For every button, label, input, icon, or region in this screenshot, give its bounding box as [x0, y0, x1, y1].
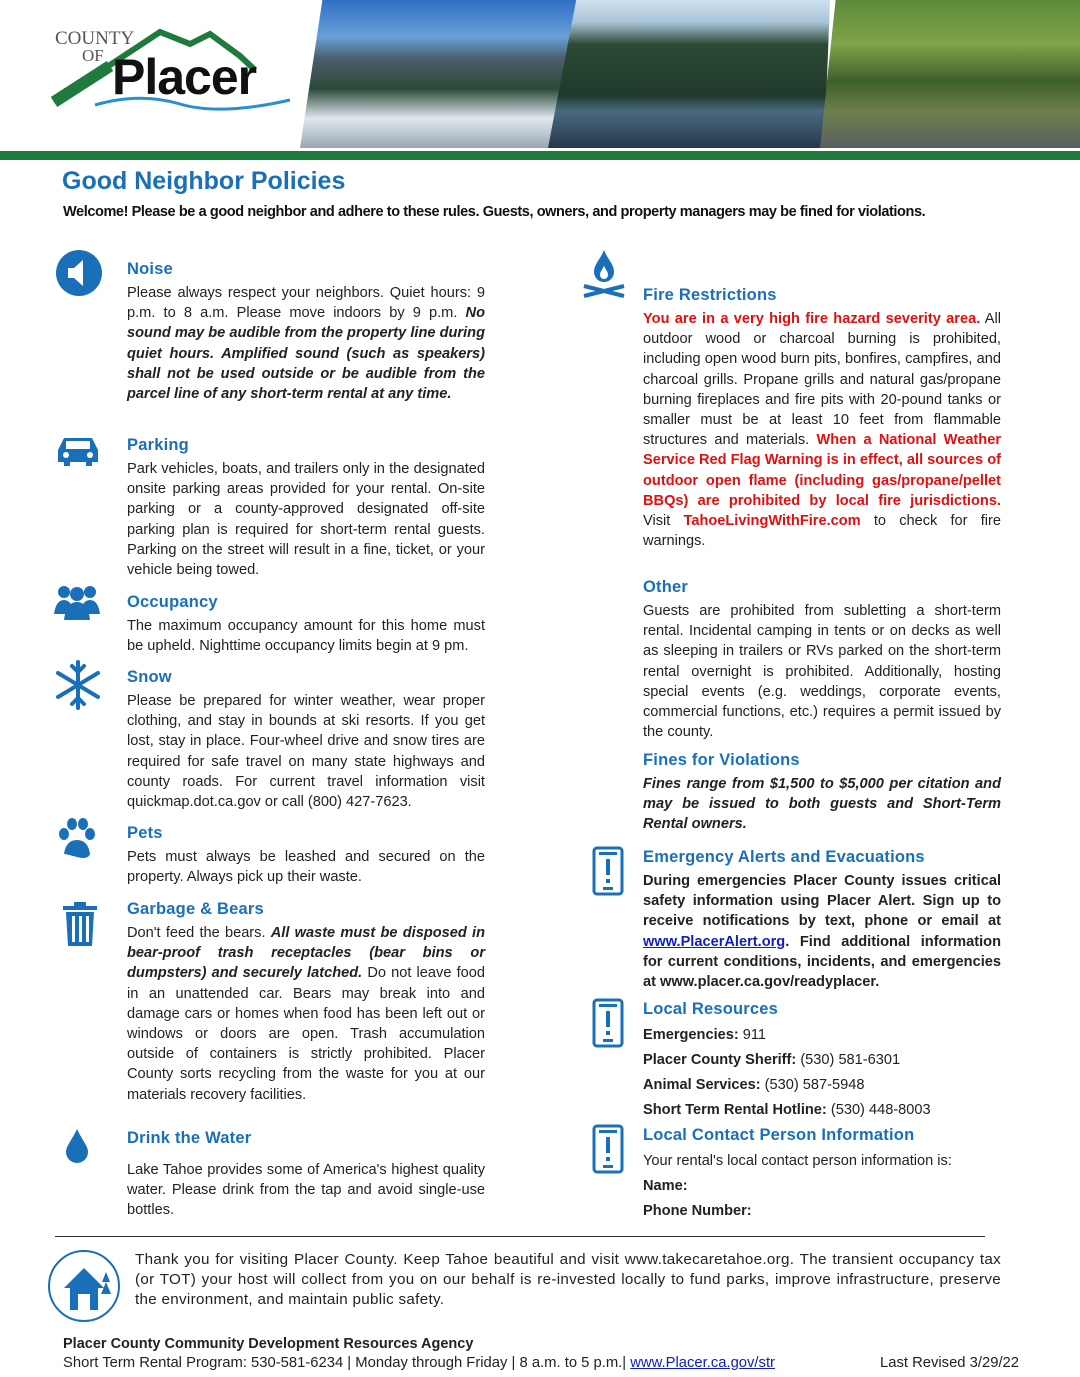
text-run: You are in a very high fire hazard severity area. — [643, 311, 981, 327]
text-run: All waste must be disposed in bear-proof trash receptacles (bear bins or dumpsters) and securely latched. — [127, 925, 485, 982]
section-local-resources — [643, 1000, 1001, 1123]
section-heading: Fire Restrictions — [643, 286, 777, 304]
resource-value: 911 — [738, 1027, 767, 1043]
text-run: No sound may be audible from the property line during quiet hours. Amplified sound (such as speakers) shall not be used outside or be audible from the parcel line of any short-term rental at any time. — [127, 305, 485, 403]
section-body — [643, 871, 1001, 992]
section-heading: Emergency Alerts and Evacuations — [643, 848, 925, 866]
section-heading: Occupancy — [127, 593, 218, 611]
logo-of: OF — [82, 46, 104, 65]
phone-alert-icon — [592, 998, 624, 1048]
text-run: . Find additional information for current conditions, incidents, and emergencies at www.placer.ca.gov/readyplacer. — [643, 933, 1001, 991]
county-logo — [50, 22, 300, 112]
section-body — [127, 459, 485, 580]
text-run: During emergencies Placer County issues critical safety information using Placer Alert. Sign up to receive notifications by text, phone or email at — [643, 873, 1001, 930]
last-revised: Last Revised 3/29/22 — [880, 1355, 1020, 1371]
section-body — [643, 309, 1001, 551]
people-icon — [54, 584, 100, 620]
text-run: The maximum occupancy amount for this home must be upheld. Nighttime occupancy limits begin at 9 pm. — [127, 618, 485, 655]
section-body — [643, 601, 1001, 742]
section-heading: Local Contact Person Information — [643, 1126, 915, 1144]
welcome-text: Welcome! Please be a good neighbor and adhere to these rules. Guests, owners, and property managers may be fined for violations. — [63, 204, 926, 220]
resource-item — [643, 1098, 1001, 1123]
placer-alert-link[interactable]: www.PlacerAlert.org — [643, 933, 786, 950]
section-fines — [643, 751, 1001, 835]
forest-stream-photo — [820, 0, 1080, 148]
program-info — [63, 1355, 775, 1371]
section-body — [127, 616, 485, 656]
thanks-text: Thank you for visiting Placer County. Keep Tahoe beautiful and visit www.takecaretahoe.org. The transient occupancy tax (or TOT) your host will collect from you on our behalf is re-invested locally to fund parks, improve infrastructure, preserve the environment, and maintain public safety. — [135, 1251, 1001, 1309]
section-body — [127, 847, 485, 887]
header-divider — [0, 151, 1080, 160]
text-run: TahoeLivingWithFire.com — [683, 513, 861, 530]
section-heading: Local Resources — [643, 1000, 779, 1018]
contact-intro: Your rental's local contact person information is: — [643, 1153, 952, 1169]
paw-icon — [56, 818, 96, 862]
section-water — [127, 1129, 485, 1221]
trash-icon — [62, 902, 98, 946]
campfire-icon — [582, 248, 626, 300]
contact-name-label: Name: — [643, 1178, 688, 1194]
logo-county: COUNTY — [55, 28, 135, 49]
section-body — [127, 1160, 485, 1221]
text-run: When a National Weather Service Red Flag Warning is in effect, all sources of outdoor open flame (including gas/propane/pellet BBQs) are prohibited by local fire jurisdictions. — [643, 432, 1001, 509]
resource-label: Placer County Sheriff: — [643, 1052, 797, 1068]
section-other — [643, 578, 1001, 742]
section-snow — [127, 668, 485, 812]
section-heading: Snow — [127, 668, 172, 686]
text-run: Pets must always be leashed and secured on the property. Always pick up their waste. — [127, 849, 485, 886]
resource-item — [643, 1048, 1001, 1073]
text-run: Fines range from $1,500 to $5,000 per citation and may be issued to both guests and Short-Term Rental owners. — [643, 776, 1001, 833]
water-drop-icon — [64, 1128, 90, 1164]
resource-item — [643, 1073, 1001, 1098]
section-pets — [127, 824, 485, 887]
section-heading: Noise — [127, 260, 173, 278]
text-run: All outdoor wood or charcoal burning is prohibited, including open wood burn pits, bonfires, campfires, and charcoal grills. Propane grills and natural gas/propane burning fireplaces and fire pits with 20-pound tanks or smaller must be at least 10 feet from flammable structures and materials. — [643, 311, 1001, 449]
snowy-village-photo — [300, 0, 580, 148]
snowflake-icon — [54, 660, 102, 710]
section-local-contact — [643, 1126, 1001, 1224]
text-run: Don't feed the bears. — [127, 925, 271, 941]
section-occupancy — [127, 593, 485, 656]
text-run: Do not leave food in an unattended car. Bears may break into and damage cars or homes when food has been left out or windows or doors are open. Trash accumulation outside of containers is strictly prohibited. Placer County sorts recycling from the waste for you at our materials recovery facilities. — [127, 965, 485, 1103]
section-body — [127, 923, 485, 1105]
section-heading: Drink the Water — [127, 1129, 252, 1147]
section-heading: Garbage & Bears — [127, 900, 264, 918]
speaker-icon — [54, 248, 104, 298]
section-heading: Parking — [127, 436, 189, 454]
contact-phone-label: Phone Number: — [643, 1203, 752, 1219]
section-body — [127, 283, 485, 404]
resource-value: (530) 581-6301 — [796, 1052, 901, 1068]
lake-forest-photo — [548, 0, 830, 148]
text-run: Visit — [643, 513, 684, 530]
phone-alert-icon — [592, 1124, 624, 1174]
section-fire — [643, 286, 1001, 551]
short-term-rental-program-badge — [46, 1248, 122, 1324]
section-body — [643, 774, 1001, 835]
resource-item — [643, 1023, 1001, 1048]
text-run: Guests are prohibited from subletting a short-term rental. Incidental camping in tents or on decks as well as sleeping in trailers or RVs parked on the short-term rental overnight is prohibited. Additionally, hosting special events (e.g. weddings, corporate events, commercial functions, etc.) requires a permit issued by the county. — [643, 603, 1001, 741]
page-title: Good Neighbor Policies — [62, 167, 346, 195]
program-text: Short Term Rental Program: 530-581-6234 | Monday through Friday | 8 a.m. to 5 p.m.| — [63, 1355, 631, 1371]
footer-divider — [55, 1236, 985, 1237]
section-parking — [127, 436, 485, 580]
text-run: Lake Tahoe provides some of America's highest quality water. Please drink from the tap and avoid single-use bottles. — [127, 1162, 485, 1219]
agency-name: Placer County Community Development Resources Agency — [63, 1336, 474, 1352]
program-link[interactable]: www.Placer.ca.gov/str — [630, 1355, 775, 1371]
section-body — [127, 691, 485, 812]
logo-name: Placer — [112, 49, 257, 105]
section-heading: Other — [643, 578, 689, 596]
resource-value: (530) 587-5948 — [760, 1077, 865, 1093]
section-heading: Fines for Violations — [643, 751, 800, 769]
resource-label: Emergencies: — [643, 1027, 739, 1043]
resource-label: Short Term Rental Hotline: — [643, 1102, 827, 1118]
section-emergency — [643, 848, 1001, 992]
text-run: Please be prepared for winter weather, wear proper clothing, and stay in bounds at ski resorts. If you get lost, stay in place. Four-wheel drive and snow tires are required for safe travel on many state highways and county roads. For current travel information visit quickmap.dot.ca.gov or call (800) 427-7623. — [127, 693, 485, 811]
text-run: Park vehicles, boats, and trailers only in the designated onsite parking areas provided for your rental. On-site parking or a county-approved designated off-site parking plan is required for short-term rental guests. Parking on the street will result in a fine, ticket, or your vehicle being towed. — [127, 461, 485, 579]
resource-label: Animal Services: — [643, 1077, 761, 1093]
section-garbage — [127, 900, 485, 1105]
car-icon — [54, 432, 102, 468]
section-noise — [127, 260, 485, 404]
section-heading: Pets — [127, 824, 163, 842]
phone-alert-icon — [592, 846, 624, 896]
resource-value: (530) 448-8003 — [826, 1102, 931, 1118]
text-run: to check for fire warnings. — [643, 513, 1001, 550]
text-run: Please always respect your neighbors. Quiet hours: 9 p.m. to 8 a.m. Please move indoors by 9 p.m. — [127, 285, 485, 322]
